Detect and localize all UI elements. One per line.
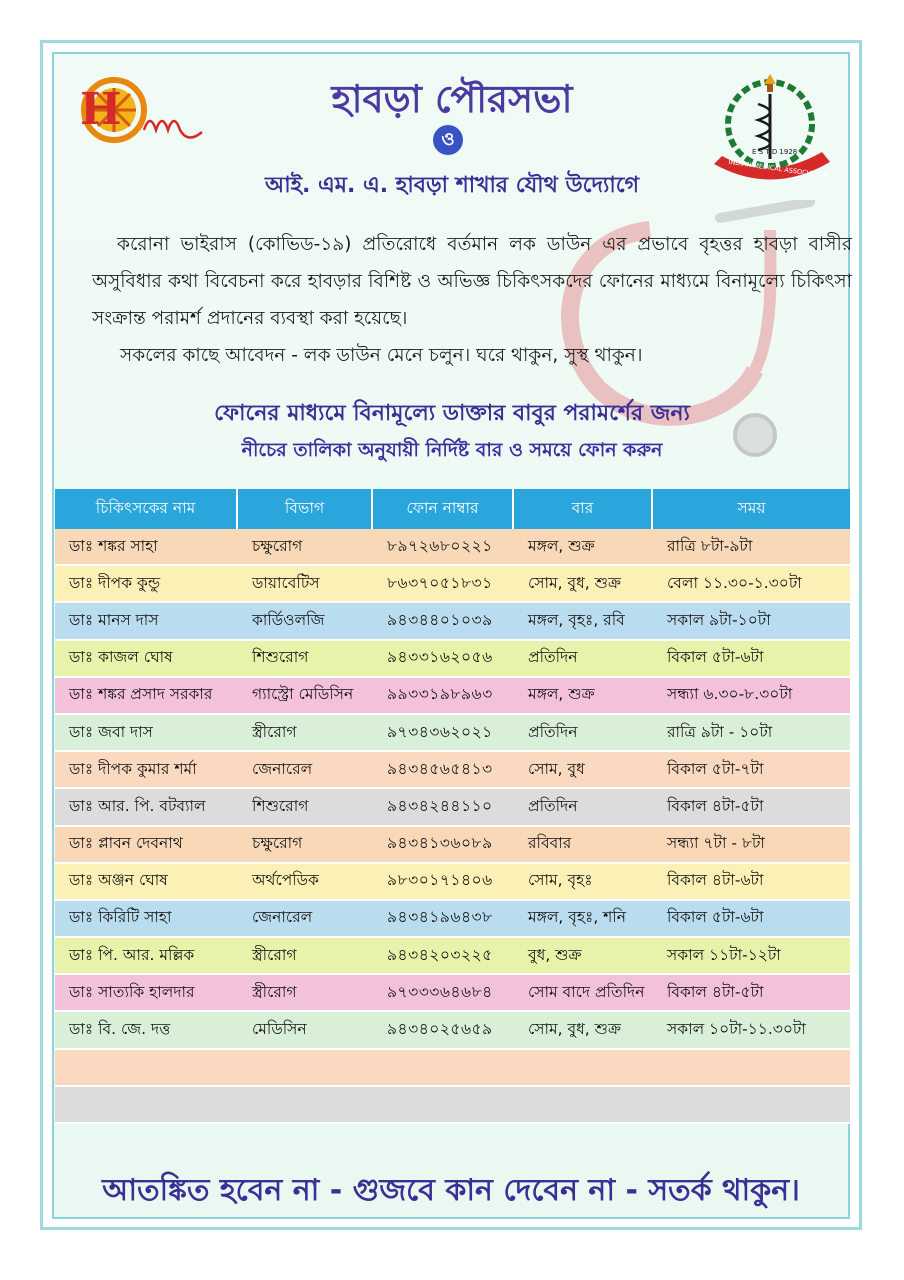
department-cell: চক্ষুরোগ — [252, 834, 303, 853]
days-cell: সোম, বুধ, শুক্র — [528, 573, 621, 592]
phone-number-cell — [373, 1087, 514, 1122]
department-cell: কার্ডিওলজি — [252, 610, 325, 629]
table-row — [55, 678, 850, 715]
days-cell: রবিবার — [528, 834, 572, 853]
days-cell: সোম, বুধ, শুক্র — [528, 1020, 621, 1039]
days-cell — [514, 1050, 653, 1085]
doctor-name-cell: ডাঃ কিরিটি সাহা — [69, 908, 172, 927]
days-cell: সোম বাদে প্রতিদিন — [528, 982, 645, 1001]
table-row — [55, 529, 850, 566]
table-row — [55, 864, 850, 901]
column-header-department: বিভাগ — [238, 489, 373, 529]
doctor-name-cell: ডাঃ শঙ্কর প্রসাদ সরকার — [69, 685, 213, 704]
doctor-name-cell: ডাঃ প্লাবন দেবনাথ — [69, 834, 183, 853]
table-row — [55, 938, 850, 975]
department-cell: অর্থপেডিক — [252, 871, 319, 890]
table-row — [55, 715, 850, 752]
doctor-name-cell — [55, 1087, 238, 1122]
time-slot-cell — [653, 1087, 850, 1122]
phone-number-cell: ৮৯৭২৬৮০২২১ — [387, 536, 493, 555]
phone-number-cell: ৯৭৩৩৩৬৪৬৮৪ — [387, 982, 493, 1001]
doctor-name-cell: ডাঃ আর. পি. বটব্যাল — [69, 796, 206, 815]
svg-text:INDIAN MEDICAL ASSOCIATION: INDIAN MEDICAL ASSOCIATION — [728, 157, 829, 180]
time-slot-cell: সকাল ১০টা-১১.৩০টা — [667, 1020, 806, 1039]
phone-number-cell: ৯৪৩৪১৩৬০৮৯ — [387, 834, 493, 853]
department-cell: শিশুরোগ — [252, 796, 309, 815]
svg-text:E S T D 1928: E S T D 1928 — [752, 148, 798, 156]
svg-text:H: H — [80, 84, 122, 135]
doctor-name-cell: ডাঃ দীপক কুন্ডু — [69, 573, 161, 592]
department-cell: গ্যাস্ট্রো মেডিসিন — [252, 685, 354, 704]
phone-number-cell: ৯৪৩৪০২৫৬৫৯ — [387, 1020, 493, 1039]
doctor-name-cell: ডাঃ সাত্যকি হালদার — [69, 982, 195, 1001]
department-cell: স্ত্রীরোগ — [252, 945, 297, 964]
phone-number-cell: ৯৪৩৪৪০১০৩৯ — [387, 610, 493, 629]
days-cell: মঙ্গল, বৃহঃ, শনি — [528, 908, 627, 927]
days-cell: বুধ, শুক্র — [528, 945, 582, 964]
phone-number-cell: ৯৮৩০১৭১৪০৬ — [387, 871, 493, 890]
time-slot-cell: সন্ধ্যা ৬.৩০-৮.৩০টা — [667, 685, 793, 704]
phone-number-cell: ৯৪৩৪১৯৬৪৩৮ — [387, 908, 493, 927]
column-header-name: চিকিৎসকের নাম — [55, 489, 238, 529]
time-slot-cell — [653, 1050, 850, 1085]
doctor-name-cell: ডাঃ জবা দাস — [69, 722, 153, 741]
footer-slogan: আতঙ্কিত হবেন না - গুজবে কান দেবেন না - সতর্ক থাকুন। — [102, 1173, 800, 1208]
department-cell: শিশুরোগ — [252, 648, 309, 667]
time-slot-cell: রাত্রি ৯টা - ১০টা — [667, 722, 773, 741]
time-slot-cell: রাত্রি ৮টা-৯টা — [667, 536, 753, 555]
department-cell: স্ত্রীরোগ — [252, 722, 297, 741]
doctor-name-cell: ডাঃ পি. আর. মল্লিক — [69, 945, 195, 964]
phone-number-cell: ৮৬৩৭০৫১৮৩১ — [387, 573, 493, 592]
time-slot-cell: বিকাল ৫টা-৬টা — [667, 648, 764, 667]
department-cell: স্ত্রীরোগ — [252, 982, 297, 1001]
time-slot-cell: সকাল ১১টা-১২টা — [667, 945, 781, 964]
department-cell: জেনারেল — [252, 759, 313, 778]
cta-subheading: নীচের তালিকা অনুযায়ী নির্দিষ্ট বার ও সময়ে ফোন করুন — [241, 439, 663, 461]
phone-number-cell: ৯৪৩৪৫৬৫৪১৩ — [387, 759, 493, 778]
doctor-name-cell: ডাঃ শঙ্কর সাহা — [69, 536, 158, 555]
cta-heading: ফোনের মাধ্যমে বিনামূল্যে ডাক্তার বাবুর পরামর্শের জন্য — [214, 401, 690, 426]
column-header-time: সময় — [737, 499, 766, 517]
table-row — [55, 603, 850, 640]
days-cell: প্রতিদিন — [528, 722, 578, 741]
column-header-days: বার — [514, 489, 653, 529]
time-slot-cell: সন্ধ্যা ৭টা - ৮টা — [667, 834, 765, 853]
time-slot-cell: বিকাল ৫টা-৬টা — [667, 908, 764, 927]
department-cell — [238, 1087, 373, 1122]
department-cell — [238, 1050, 373, 1085]
doctor-name-cell: ডাঃ অঞ্জন ঘোষ — [69, 871, 168, 890]
table-row — [55, 641, 850, 678]
department-cell: ডায়াবেটিস — [252, 573, 320, 592]
days-cell: প্রতিদিন — [528, 648, 578, 667]
time-slot-cell: বিকাল ৪টা-৫টা — [667, 982, 764, 1001]
doctor-schedule-table — [55, 489, 850, 1124]
department-cell: মেডিসিন — [252, 1020, 307, 1039]
column-header-phone: ফোন নাম্বার — [373, 489, 514, 529]
days-cell: মঙ্গল, শুক্র — [528, 685, 595, 704]
days-cell — [514, 1087, 653, 1122]
table-row — [55, 901, 850, 938]
time-slot-cell: বেলা ১১.৩০-১.৩০টা — [667, 573, 802, 592]
table-header — [55, 489, 850, 529]
department-cell: চক্ষুরোগ — [252, 536, 303, 555]
table-body — [55, 529, 850, 1124]
time-slot-cell: সকাল ৯টা-১০টা — [667, 610, 771, 629]
table-row — [55, 975, 850, 1012]
connector-badge: ও — [433, 125, 463, 155]
phone-number-cell — [373, 1050, 514, 1085]
table-row — [55, 1050, 850, 1087]
days-cell: মঙ্গল, শুক্র — [528, 536, 595, 555]
doctor-name-cell: ডাঃ কাজল ঘোষ — [69, 648, 173, 667]
poster-title: হাবড়া পৌরসভা — [331, 76, 573, 121]
table-row — [55, 1087, 850, 1124]
doctor-name-cell: ডাঃ দীপক কুমার শর্মা — [69, 759, 197, 778]
doctor-name-cell: ডাঃ বি. জে. দত্ত — [69, 1020, 171, 1039]
time-slot-cell: বিকাল ৪টা-৬টা — [667, 871, 764, 890]
phone-number-cell: ৯৭৩৪৩৬২০২১ — [387, 722, 493, 741]
doctor-name-cell — [55, 1050, 238, 1085]
phone-number-cell: ৯৪৩৪২৪৪১১০ — [387, 796, 493, 815]
appeal-text: সকলের কাছে আবেদন - লক ডাউন মেনে চলুন। ঘরে থাকুন, সুস্থ থাকুন। — [120, 345, 643, 366]
time-slot-cell: বিকাল ৫টা-৭টা — [667, 759, 764, 778]
days-cell: সোম, বৃহঃ — [528, 871, 593, 890]
time-slot-cell: বিকাল ৪টা-৫টা — [667, 796, 764, 815]
days-cell: মঙ্গল, বৃহঃ, রবি — [528, 610, 625, 629]
poster-subtitle: আই. এম. এ. হাবড়া শাখার যৌথ উদ্যোগে — [264, 173, 640, 198]
table-row — [55, 789, 850, 826]
table-row — [55, 566, 850, 603]
days-cell: সোম, বুধ — [528, 759, 585, 778]
table-row — [55, 1012, 850, 1049]
phone-number-cell: ৯৪৩৩১৬২০৫৬ — [387, 648, 493, 667]
table-row — [55, 752, 850, 789]
phone-number-cell: ৯৯৩৩১৯৮৯৬৩ — [387, 685, 493, 704]
doctor-name-cell: ডাঃ মানস দাস — [69, 610, 159, 629]
table-row — [55, 827, 850, 864]
days-cell: প্রতিদিন — [528, 796, 578, 815]
department-cell: জেনারেল — [252, 908, 313, 927]
intro-paragraph: করোনা ভাইরাস (কোভিড-১৯) প্রতিরোধে বর্তমান লক ডাউন এর প্রভাবে বৃহত্তর হাবড়া বাসীর অসুবিধার কথা বিবেচনা করে হাবড়ার বিশিষ্ট ও অভিজ্ঞ চিকিৎসকদের ফোনের মাধ্যমে বিনামূল্যে চিকিৎসা সংক্রান্ত পরামর্শ প্রদানের ব্যবস্থা করা হয়েছে। — [92, 234, 852, 329]
phone-number-cell: ৯৪৩৪২০৩২২৫ — [387, 945, 493, 964]
